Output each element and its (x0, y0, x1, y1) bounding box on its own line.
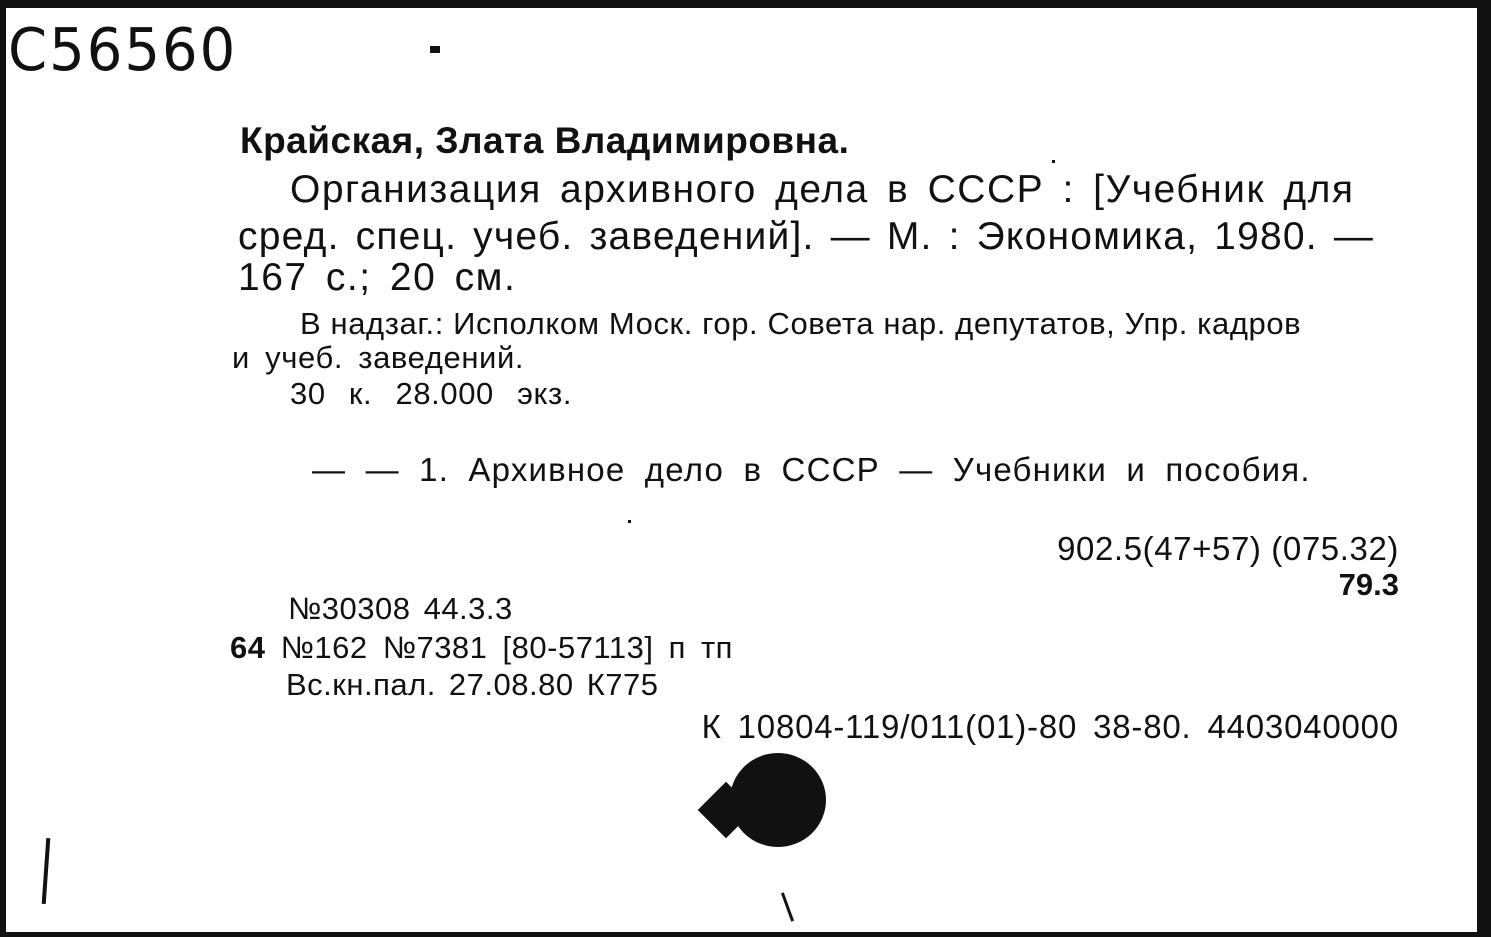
handwritten-call-number: C56560 (8, 16, 238, 85)
registration-prefix: 64 (230, 630, 266, 665)
scan-speck (781, 892, 794, 921)
registration-line-2-text: №162 №7381 [80-57113] п тп (280, 630, 733, 665)
scan-border-right (1477, 0, 1491, 937)
publication-code: К 10804-119/011(01)-80 38-80. 4403040000 (701, 708, 1399, 745)
registration-line-3: Вс.кн.пал. 27.08.80 К775 (286, 667, 659, 702)
note-line-1: В надзаг.: Исполком Моск. гор. Совета нар. депутатов, Упр. кадров (300, 306, 1302, 341)
note-line-2: и учеб. заведений. (232, 340, 525, 375)
price-and-print-run: 30 к. 28.000 экз. (290, 376, 573, 411)
title-line-2: сред. спец. учеб. заведений]. — М. : Экономика, 1980. — (238, 215, 1375, 258)
udc-index: 902.5(47+57) (075.32) (1057, 530, 1399, 567)
scan-speck (628, 520, 631, 523)
title-line-3: 167 с.; 20 см. (238, 256, 517, 299)
scan-border-left (0, 0, 6, 937)
subject-heading: — — 1. Архивное дело в СССР — Учебники и пособия. (312, 451, 1311, 488)
author-heading: Крайская, Злата Владимировна. (240, 120, 850, 161)
scan-speck (1052, 160, 1055, 163)
registration-line-2 (230, 632, 733, 663)
scan-speck (430, 46, 440, 53)
registration-line-1: №30308 44.3.3 (288, 591, 513, 626)
bbk-index: 79.3 (1338, 567, 1399, 602)
scan-border-top (0, 0, 1491, 8)
punch-hole (730, 753, 826, 847)
title-line-1: Организация архивного дела в СССР : [Учебник для (290, 168, 1355, 211)
scan-speck (42, 838, 51, 904)
scan-border-bottom (0, 932, 1491, 937)
